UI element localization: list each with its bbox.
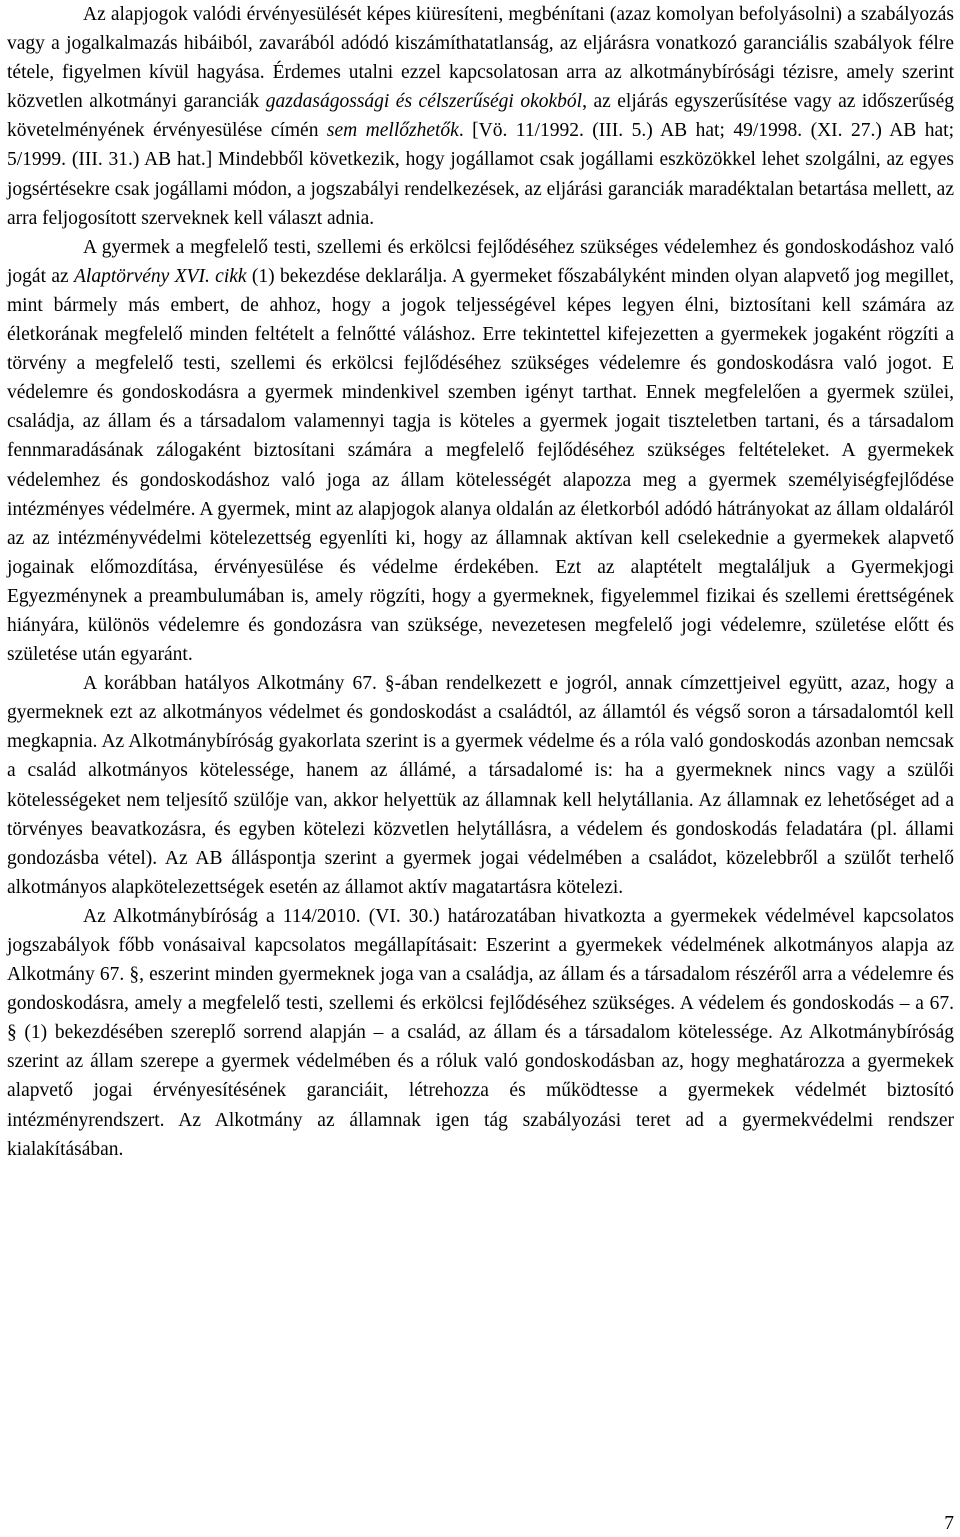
- document-body: [7, 0, 954, 1164]
- paragraph-2: [7, 233, 954, 669]
- paragraph-2-text-a: A gyermek a megfelelő testi, szellemi és erkölcsi fejlődéséhez szükséges védelemhez és gondoskodáshoz való jogát az: [7, 236, 954, 287]
- paragraph-1: [7, 0, 954, 233]
- paragraph-1-italic-cannot-omit: sem mellőzhetők: [326, 120, 459, 142]
- paragraph-2-italic-law-ref: Alaptörvény XVI. cikk: [74, 265, 247, 287]
- paragraph-4: Az Alkotmánybíróság a 114/2010. (VI. 30.) határozatában hivatkozta a gyermekek védelmével kapcsolatos jogszabályok főbb vonásaival kapcsolatos megállapításait: Eszerint a gyermekek védelmének alkotmányos alapja az Alkotmány 67. §, eszerint minden gyermeknek joga van a családja, az állam és a társadalom részéről arra a védelemre és gondoskodásra, amely a megfelelő testi, szellemi és erkölcsi fejlődéséhez szükséges. A védelem és gondoskodás – a 67. § (1) bekezdésében szereplő sorrend alapján – a család, az állam és a társadalom kötelessége. Az Alkotmánybíróság szerint az állam szerepe a gyermek védelmében és a róluk való gondoskodásban az, hogy meghatározza a gyermekek alapvető jogai érvényesítésének garanciáit, létrehozza és működtesse a gyermekek védelmét biztosító intézményrendszert. Az Alkotmány az államnak igen tág szabályozási teret ad a gyermekvédelmi rendszer kialakításában.: [7, 905, 954, 1160]
- paragraph-1-italic-reason: gazdaságossági és célszerűségi okokból: [265, 91, 583, 113]
- paragraph-3: A korábban hatályos Alkotmány 67. §-ában rendelkezett e jogról, annak címzettjeivel együtt, azaz, hogy a gyermeknek ezt az alkotmányos védelmet és gondoskodást a családtól, az államtól és végső soron a társadalomtól kell megkapnia. Az Alkotmánybíróság gyakorlata szerint is a gyermek védelme és a róla való gondoskodás azonban nemcsak a család alkotmányos kötelessége, hanem az állámé, a társadalomé is: ha a gyermeknek nincs vagy a szülői kötelességeket nem teljesítő szülője van, akkor helyettük az államnak kell helytállania. Az államnak ez lehetőséget ad a törvényes beavatkozásra, és egyben kötelezi közvetlen helytállásra, a védelem és gondoskodás feladatára (pl. állami gondozásba vétel). Az AB álláspontja szerint a gyermek jogai védelmében a családot, közelebbről a szülőt terhelő alkotmányos alapkötelezettségek esetén az államot aktív magatartásra kötelezi.: [7, 673, 954, 898]
- page-number: 7: [944, 1513, 954, 1534]
- paragraph-1-text-a: Az alapjogok valódi érvényesülését képes kiüresíteni, megbénítani (azaz komolyan befolyásolni) a szabályozás vagy a jogalkalmazás hibáiból, zavarából adódó kiszámíthatatlanság, az eljárásra vonatkozó garanciális szabályok félre tétele, figyelmen kívül hagyása. Érdemes utalni ezzel kapcsolatosan arra az alkotmánybírósági tézisre, amely szerint közvetlen alkotmányi garanciák: [7, 4, 954, 113]
- paragraph-1-text-c: , az eljárás egyszerűsítése vagy az időszerűség követelményének érvényesülése címén: [7, 91, 954, 142]
- paragraph-2-text-c: (1) bekezdése deklarálja. A gyermeket főszabályként minden olyan alapvető jog megillet, mint bármely más embert, de ahhoz, hogy a jogok teljességével képes legyen élni, biztosítani kell számára az életkorának megfelelő minden feltételt a felnőtté váláshoz. Erre tekintettel kifejezetten a gyermekek jogaként rögzíti a törvény a megfelelő testi, szellemi és erkölcsi fejlődéséhez szükséges védelemre és gondoskodásra való jogot. E védelemre és gondoskodásra a gyermek mindenkivel szemben igényt tarthat. Ennek megfelelően a gyermek szülei, családja, az állam és a társadalom valamennyi tagja is köteles a gyermek jogait tiszteletben tartani, és a társadalom fennmaradásának zálogaként biztosítani számára a megfelelő fejlődéséhez szükséges feltételeket. A gyermekek védelemhez és gondoskodáshoz való joga az állam kötelességét alapozza meg a gyermek személyiségfejlődése intézményes védelmére. A gyermek, mint az alapjogok alanya oldalán az életkorból adódó hátrányokat az állam oldaláról az az intézményvédelmi kötelezettség egyenlíti ki, hogy az államnak aktívan kell cselekednie a gyermekek alapvető jogainak előmozdítása, érvényesülése és védelme érdekében. Ezt az alaptételt megtaláljuk a Gyermekjogi Egyezménynek a preambulumában is, amely rögzíti, hogy a gyermeknek, figyelemmel fizikai és szellemi érettségének hiányára, különös védelemre és gondozásra van szüksége, nevezetesen megfelelő jogi védelemre, születése előtt és születése után egyaránt.: [7, 265, 954, 666]
- paragraph-1-text-e: . [Vö. 11/1992. (III. 5.) AB hat; 49/1998. (XI. 27.) AB hat; 5/1999. (III. 31.) AB hat.] Mindebből következik, hogy jogállamot csak jogállami eszközökkel lehet szolgálni, az egyes jogsértésekre csak jogállami módon, a jogszabályi rendelkezések, az eljárási garanciák maradéktalan betartása mellett, az arra feljogosított szerveknek kell választ adnia.: [7, 120, 954, 229]
